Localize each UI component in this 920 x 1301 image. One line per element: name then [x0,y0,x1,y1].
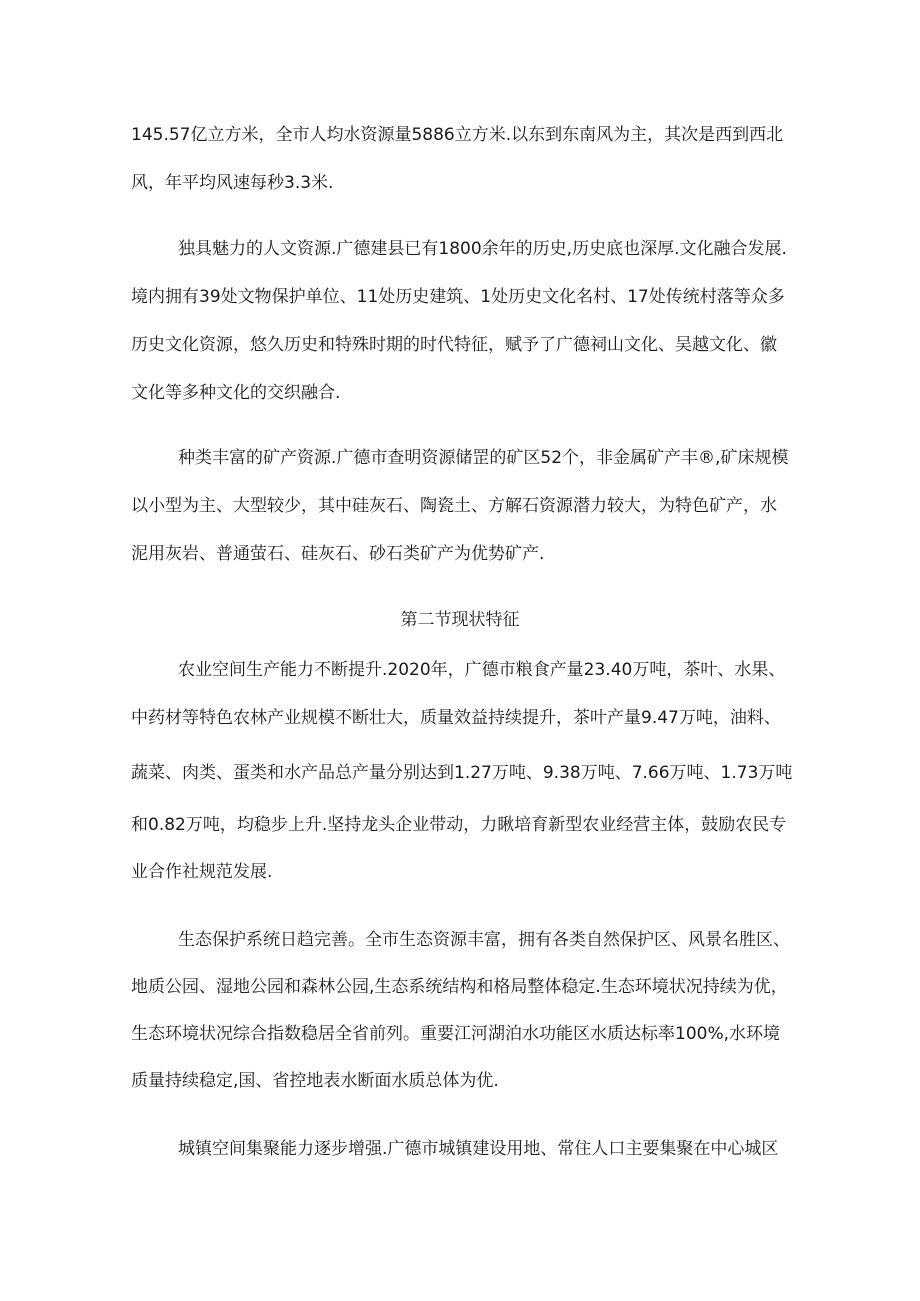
text-line: 历史文化资源，悠久历史和特殊时期的时代特征，赋予了广德祠山文化、吴越文化、徽 [131,335,777,355]
text-line: 质量持续稳定,国、省控地表水断面水质总体为优. [131,1071,499,1091]
text-line: 泥用灰岩、普通萤石、硅灰石、砂石类矿产为优势矿产. [131,544,545,564]
text-line: 境内拥有39处文物保护单位、11处历史建筑、1处历史文化名村、17处传统村落等众多 [131,287,785,307]
text-line: 农业空间生产能力不断提升.2020年，广德市粮食产量23.40万吨，茶叶、水果、 [178,660,786,680]
text-line: 种类丰富的矿产资源.广德市查明资源储罡的矿区52个，非金属矿产丰®,矿床规模 [178,448,789,468]
section-heading: 第二节现状特征 [400,610,520,630]
text-line: 业合作社规范发展. [131,862,273,882]
text-line: 以小型为主、大型较少，其中硅灰石、陶瓷土、方解石资源潜力较大，为特色矿产，水 [131,496,777,516]
text-line: 城镇空间集聚能力逐步增强.广德市城镇建设用地、常住人口主要集聚在中心城区 [178,1139,779,1159]
text-line: 风，年平均风速每秒3.3米. [131,173,334,193]
text-line: 生态保护系统日趋完善。全市生态资源丰富，拥有各类自然保护区、风景名胜区、 [178,930,790,950]
text-line: 中药材等特色农林产业规模不断壮大，质量效益持续提升，茶叶产量9.47万吨，油料、 [131,708,781,728]
text-line: 文化等多种文化的交织融合. [131,383,341,403]
text-line: 生态环境状况综合指数稳居全省前列。重要江河湖泊水功能区水质达标率100%,水环境 [131,1024,781,1044]
text-line: 地质公园、湿地公园和森林公园,生态系统结构和格局整体稳定.生态环境状况持续为优， [131,977,788,997]
text-line: 145.57亿立方米，全市人均水资源量5886立方米.以东到东南风为主，其次是西到西北 [131,125,784,145]
text-line: 和0.82万吨，均稳步上升.坚持龙头企业带动，力瞅培育新型农业经营主体，鼓励农民专 [131,815,787,835]
text-line: 蔬菜、肉类、蛋类和水产品总产量分别达到1.27万吨、9.38万吨、7.66万吨、1.73万吨 [131,763,793,783]
text-line: 独具魅力的人文资源.广德建县已有1800余年的历史,历史底也深厚.文化融合发展. [178,239,787,259]
